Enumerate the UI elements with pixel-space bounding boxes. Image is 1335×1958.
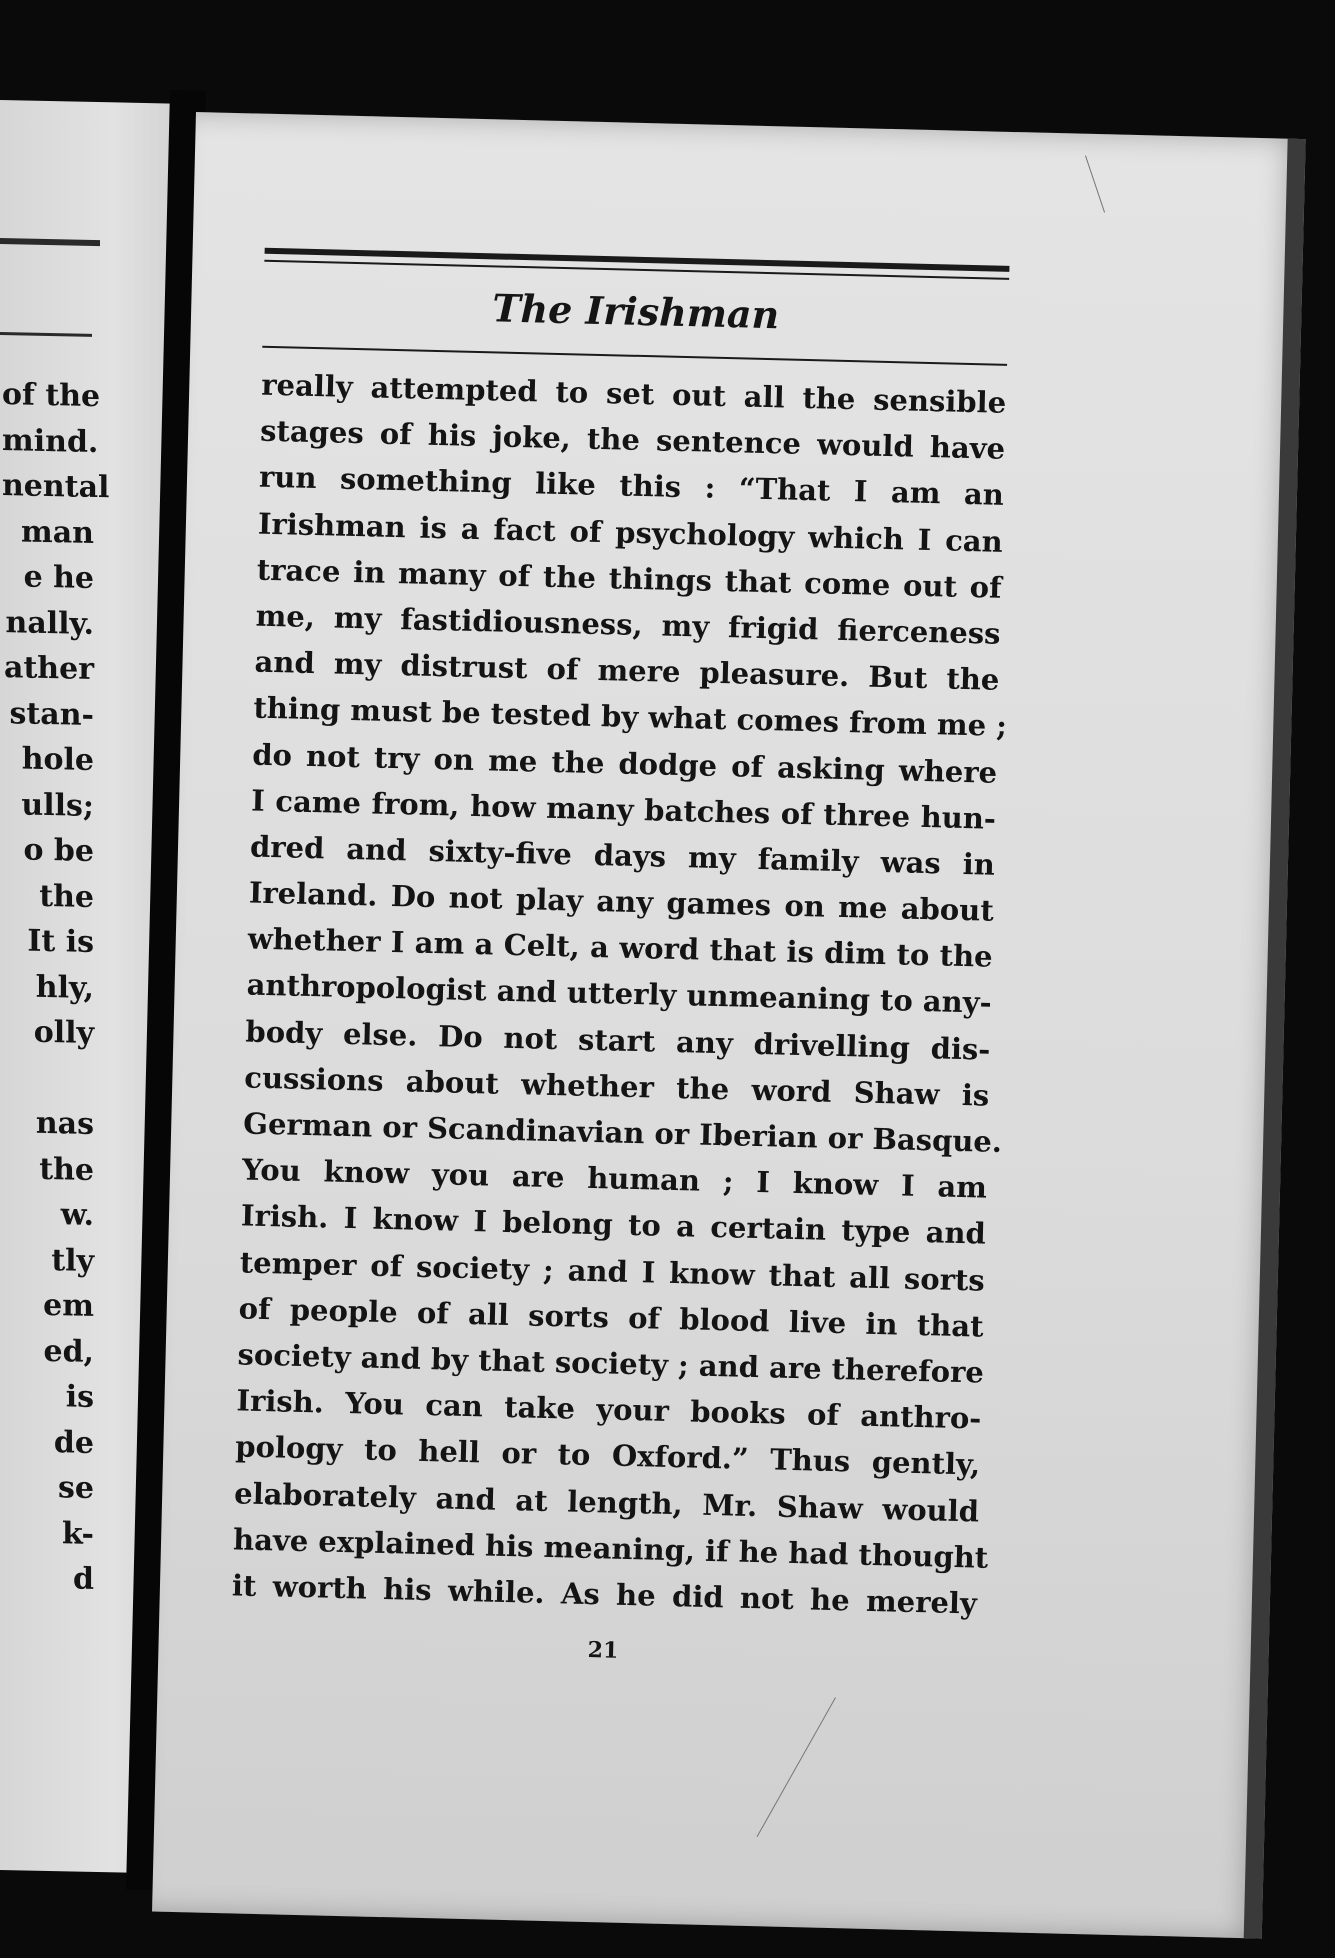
text-line: me, my fastidiousness, my frigid fierceness [255,598,1001,651]
left-line: the [39,878,94,915]
left-header-rule-thin [0,332,92,337]
left-line: man [21,513,94,551]
text-line: temper of society ; and I know that all sorts [239,1244,986,1298]
left-line: the [39,1151,94,1188]
text-line: cussions about whether the word Shaw is [244,1060,990,1113]
text-line: it worth his while. As he did not he merely [231,1568,978,1621]
left-line: stan- [9,695,94,733]
text-line: Irishman is a fact of psychology which I can [257,506,1004,559]
left-line: e he [23,559,94,596]
page-number: 21 [587,1637,619,1664]
text-line: pology to hell or to Oxford.” Thus gently, [234,1429,981,1482]
text-line: have explained his meaning, if he had thought [232,1522,989,1575]
left-line: mind. [2,422,99,460]
left-line: It is [27,923,94,960]
text-line: dred and sixty-five days my family was in [249,829,996,882]
text-line: trace in many of the things that come out of [256,552,1003,605]
text-line: thing must be tested by what comes from me ; [253,690,1008,744]
left-line: hly, [35,969,94,1006]
body-text [231,362,1006,1627]
text-line: Irish. You can take your books of anthro- [236,1383,982,1436]
left-line: hole [21,741,94,778]
left-line: w. [60,1197,94,1233]
left-line: ulls; [21,786,94,824]
left-line: de [53,1424,94,1461]
text-line: Ireland. Do not play any games on me about [248,875,995,928]
text-line: I came from, how many batches of three hun- [250,783,997,836]
left-page-text [2,372,110,1602]
left-header-rule [0,238,100,246]
left-line: is [65,1379,94,1415]
text-line: German or Scandinavian or Iberian or Basque. [242,1106,1003,1159]
left-line: olly [33,1014,94,1051]
text-line: whether I am a Celt, a word that is dim to the [247,921,994,974]
text-line: and my distrust of mere pleasure. But the [254,644,1000,697]
left-line: ather [4,650,94,687]
left-line: se [58,1470,94,1506]
left-line: ed, [43,1333,94,1370]
page-edge [1244,139,1306,1939]
left-line: nally. [5,604,94,642]
scan-scratch [1085,155,1105,212]
text-line: anthropologist and utterly unmeaning to any- [246,967,993,1021]
text-line: Irish. I know I belong to a certain type and [240,1198,987,1252]
text-line: do not try on me the dodge of asking where [251,737,998,790]
left-line: tly [51,1242,94,1279]
left-line: nas [35,1105,94,1142]
text-line: really attempted to set out all the sensible [260,367,1007,420]
text-line: stages of his joke, the sentence would have [259,413,1006,467]
scan-scratch [757,1697,836,1837]
left-line [2,1055,94,1102]
left-line: k- [61,1515,94,1552]
left-line: d [73,1561,94,1597]
left-line: o be [23,832,94,869]
left-line: nental [2,468,110,506]
header-rule-under-title [262,346,1007,366]
left-line: em [43,1287,94,1324]
left-line: of the [2,377,101,415]
right-page [152,112,1306,1939]
text-line: society and by that society ; and are therefore [237,1337,985,1390]
text-line: elaborately and at length, Mr. Shaw would [233,1475,980,1529]
text-line: You know you are human ; I know I am [241,1152,988,1205]
text-line: run something like this : “That I am an [258,460,1005,513]
text-line: of people of all sorts of blood live in that [238,1291,984,1344]
running-head: The Irishman [491,285,780,338]
text-line: body else. Do not start any drivelling dis- [245,1014,991,1067]
